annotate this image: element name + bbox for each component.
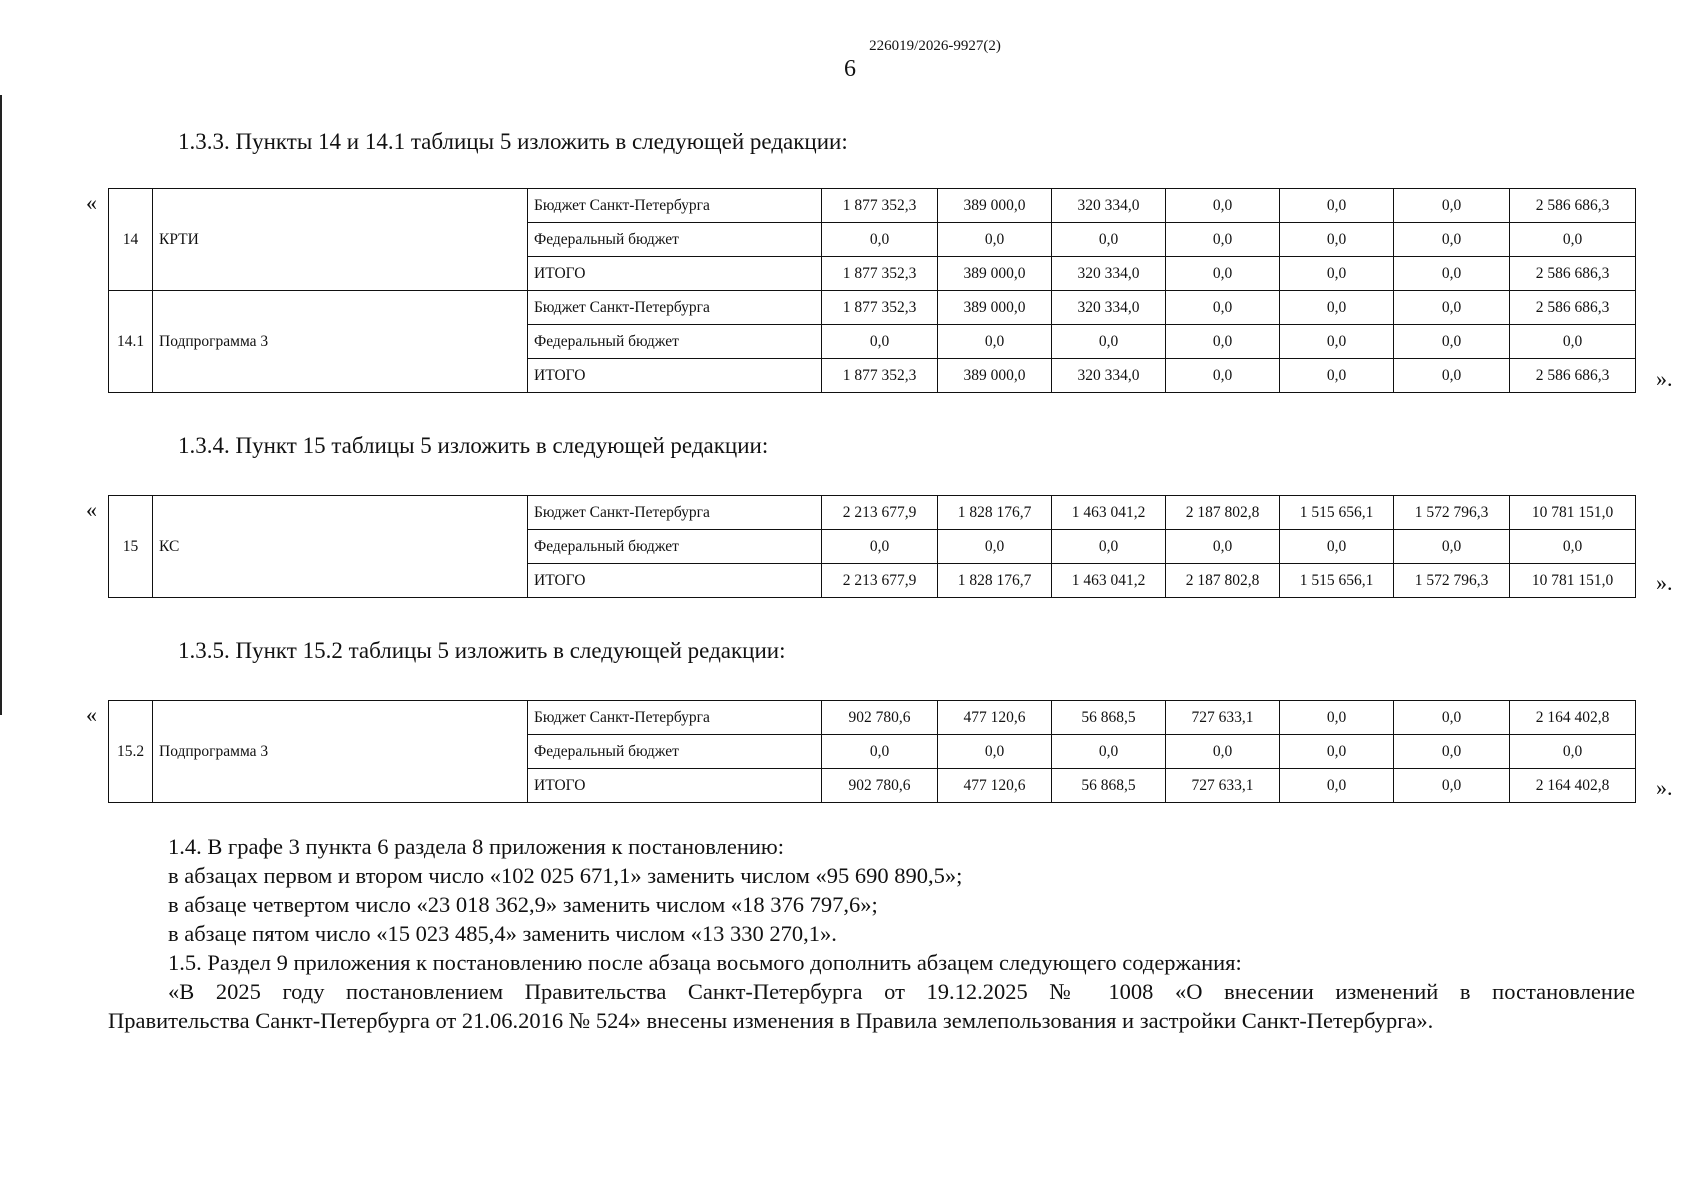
amount-cell: 0,0 [1166, 257, 1280, 291]
document-id: 226019/2026-9927(2) [869, 38, 1001, 54]
funding-source: Федеральный бюджет [528, 223, 822, 257]
amount-cell: 1 463 041,2 [1052, 564, 1166, 598]
amount-cell: 2 164 402,8 [1510, 769, 1636, 803]
funding-source: Федеральный бюджет [528, 530, 822, 564]
funding-source: Бюджет Санкт-Петербурга [528, 291, 822, 325]
amount-cell: 727 633,1 [1166, 769, 1280, 803]
amount-cell: 2 586 686,3 [1510, 359, 1636, 393]
amount-cell: 0,0 [1166, 189, 1280, 223]
amount-cell: 0,0 [1166, 223, 1280, 257]
page-number: 6 [844, 56, 856, 82]
amount-cell: 0,0 [1280, 291, 1394, 325]
amount-cell: 0,0 [1280, 735, 1394, 769]
amount-cell: 320 334,0 [1052, 291, 1166, 325]
funding-source: Бюджет Санкт-Петербурга [528, 189, 822, 223]
amount-cell: 0,0 [822, 735, 938, 769]
table-row [109, 496, 1636, 530]
amount-cell: 1 828 176,7 [938, 496, 1052, 530]
amount-cell: 0,0 [1280, 359, 1394, 393]
amount-cell: 0,0 [1394, 530, 1510, 564]
item-index: 14 [109, 189, 153, 291]
paragraph-1-4: 1.4. В графе 3 пункта 6 раздела 8 приложения к постановлению: [168, 834, 784, 859]
table-row [109, 189, 1636, 223]
amount-cell: 0,0 [1166, 530, 1280, 564]
amount-cell: 0,0 [938, 325, 1052, 359]
funding-source: Бюджет Санкт-Петербурга [528, 701, 822, 735]
amount-cell: 1 828 176,7 [938, 564, 1052, 598]
budget-table-item-15 [108, 495, 1636, 598]
table-row [109, 701, 1636, 735]
amount-cell: 0,0 [1394, 257, 1510, 291]
item-name: Подпрограмма 3 [153, 701, 528, 803]
section-heading-1-3-5: 1.3.5. Пункт 15.2 таблицы 5 изложить в следующей редакции: [178, 638, 786, 663]
opening-quote: « [86, 702, 97, 727]
amount-cell: 0,0 [1052, 530, 1166, 564]
amount-cell: 1 515 656,1 [1280, 564, 1394, 598]
amount-cell: 0,0 [1394, 223, 1510, 257]
amount-cell: 0,0 [1394, 359, 1510, 393]
item-index: 14.1 [109, 291, 153, 393]
item-name: КРТИ [153, 189, 528, 291]
amount-cell: 0,0 [822, 223, 938, 257]
amount-cell: 0,0 [822, 325, 938, 359]
section-heading-1-3-4: 1.3.4. Пункт 15 таблицы 5 изложить в следующей редакции: [178, 433, 769, 458]
amount-cell: 0,0 [1166, 291, 1280, 325]
funding-source: Федеральный бюджет [528, 735, 822, 769]
amount-cell: 10 781 151,0 [1510, 564, 1636, 598]
amount-cell: 902 780,6 [822, 701, 938, 735]
amount-cell: 0,0 [1052, 325, 1166, 359]
amount-cell: 477 120,6 [938, 769, 1052, 803]
amount-cell: 0,0 [1394, 291, 1510, 325]
funding-source: ИТОГО [528, 257, 822, 291]
amount-cell: 0,0 [1510, 223, 1636, 257]
amount-cell: 1 877 352,3 [822, 291, 938, 325]
amount-cell: 389 000,0 [938, 189, 1052, 223]
amount-cell: 0,0 [1280, 189, 1394, 223]
amount-cell: 902 780,6 [822, 769, 938, 803]
paragraph-1-5: 1.5. Раздел 9 приложения к постановлению после абзаца восьмого дополнить абзацем следующего содержания: [168, 950, 1242, 975]
table-row [109, 291, 1636, 325]
scan-edge-line [0, 95, 2, 715]
closing-quote: ». [1656, 775, 1673, 800]
item-index: 15.2 [109, 701, 153, 803]
amount-cell: 389 000,0 [938, 359, 1052, 393]
amount-cell: 0,0 [938, 735, 1052, 769]
amount-cell: 0,0 [938, 223, 1052, 257]
amount-cell: 0,0 [1280, 769, 1394, 803]
amount-cell: 0,0 [1166, 325, 1280, 359]
opening-quote: « [86, 190, 97, 215]
amount-cell: 0,0 [1280, 223, 1394, 257]
budget-table-items-14 [108, 188, 1636, 393]
item-name: Подпрограмма 3 [153, 291, 528, 393]
amount-cell: 2 586 686,3 [1510, 291, 1636, 325]
amount-cell: 0,0 [1052, 223, 1166, 257]
funding-source: ИТОГО [528, 564, 822, 598]
amount-cell: 0,0 [1280, 701, 1394, 735]
paragraph-replace-2: в абзаце четвертом число «23 018 362,9» заменить числом «18 376 797,6»; [168, 892, 878, 917]
amount-cell: 2 586 686,3 [1510, 257, 1636, 291]
item-name: КС [153, 496, 528, 598]
paragraph-replace-1: в абзацах первом и втором число «102 025 671,1» заменить числом «95 690 890,5»; [168, 863, 963, 888]
amount-cell: 727 633,1 [1166, 701, 1280, 735]
funding-source: Федеральный бюджет [528, 325, 822, 359]
section-heading-1-3-3: 1.3.3. Пункты 14 и 14.1 таблицы 5 изложить в следующей редакции: [178, 129, 848, 154]
amount-cell: 389 000,0 [938, 257, 1052, 291]
amount-cell: 10 781 151,0 [1510, 496, 1636, 530]
paragraph-replace-3: в абзаце пятом число «15 023 485,4» заменить числом «13 330 270,1». [168, 921, 837, 946]
amount-cell: 0,0 [938, 530, 1052, 564]
amount-cell: 1 877 352,3 [822, 359, 938, 393]
item-index: 15 [109, 496, 153, 598]
funding-source: ИТОГО [528, 769, 822, 803]
amount-cell: 0,0 [1280, 257, 1394, 291]
amount-cell: 0,0 [1394, 325, 1510, 359]
amount-cell: 320 334,0 [1052, 189, 1166, 223]
amount-cell: 1 572 796,3 [1394, 564, 1510, 598]
amount-cell: 2 213 677,9 [822, 496, 938, 530]
amount-cell: 0,0 [1510, 735, 1636, 769]
amount-cell: 2 164 402,8 [1510, 701, 1636, 735]
amount-cell: 477 120,6 [938, 701, 1052, 735]
amount-cell: 56 868,5 [1052, 701, 1166, 735]
funding-source: Бюджет Санкт-Петербурга [528, 496, 822, 530]
amount-cell: 56 868,5 [1052, 769, 1166, 803]
paragraph-quote-line-1: «В 2025 году постановлением Правительства Санкт-Петербурга от 19.12.2025 № 1008 «О внесении изменений в постановление [168, 979, 1635, 1004]
amount-cell: 0,0 [1280, 325, 1394, 359]
amount-cell: 0,0 [822, 530, 938, 564]
amount-cell: 0,0 [1280, 530, 1394, 564]
amount-cell: 0,0 [1394, 701, 1510, 735]
opening-quote: « [86, 497, 97, 522]
amount-cell: 0,0 [1052, 735, 1166, 769]
amount-cell: 2 586 686,3 [1510, 189, 1636, 223]
paragraph-quote-line-2: Правительства Санкт-Петербурга от 21.06.2016 № 524» внесены изменения в Правила землепользования и застройки Санкт-Петербурга». [108, 1008, 1434, 1033]
amount-cell: 0,0 [1394, 189, 1510, 223]
amount-cell: 1 877 352,3 [822, 189, 938, 223]
closing-quote: ». [1656, 570, 1673, 595]
amount-cell: 0,0 [1166, 359, 1280, 393]
amount-cell: 1 463 041,2 [1052, 496, 1166, 530]
closing-quote: ». [1656, 366, 1673, 391]
amount-cell: 0,0 [1394, 769, 1510, 803]
amount-cell: 320 334,0 [1052, 257, 1166, 291]
amount-cell: 0,0 [1166, 735, 1280, 769]
amount-cell: 2 187 802,8 [1166, 564, 1280, 598]
amount-cell: 320 334,0 [1052, 359, 1166, 393]
amount-cell: 1 515 656,1 [1280, 496, 1394, 530]
amount-cell: 2 213 677,9 [822, 564, 938, 598]
amount-cell: 389 000,0 [938, 291, 1052, 325]
amount-cell: 2 187 802,8 [1166, 496, 1280, 530]
amount-cell: 0,0 [1510, 530, 1636, 564]
amount-cell: 0,0 [1510, 325, 1636, 359]
funding-source: ИТОГО [528, 359, 822, 393]
amount-cell: 1 877 352,3 [822, 257, 938, 291]
amount-cell: 0,0 [1394, 735, 1510, 769]
amount-cell: 1 572 796,3 [1394, 496, 1510, 530]
budget-table-item-15-2 [108, 700, 1636, 803]
